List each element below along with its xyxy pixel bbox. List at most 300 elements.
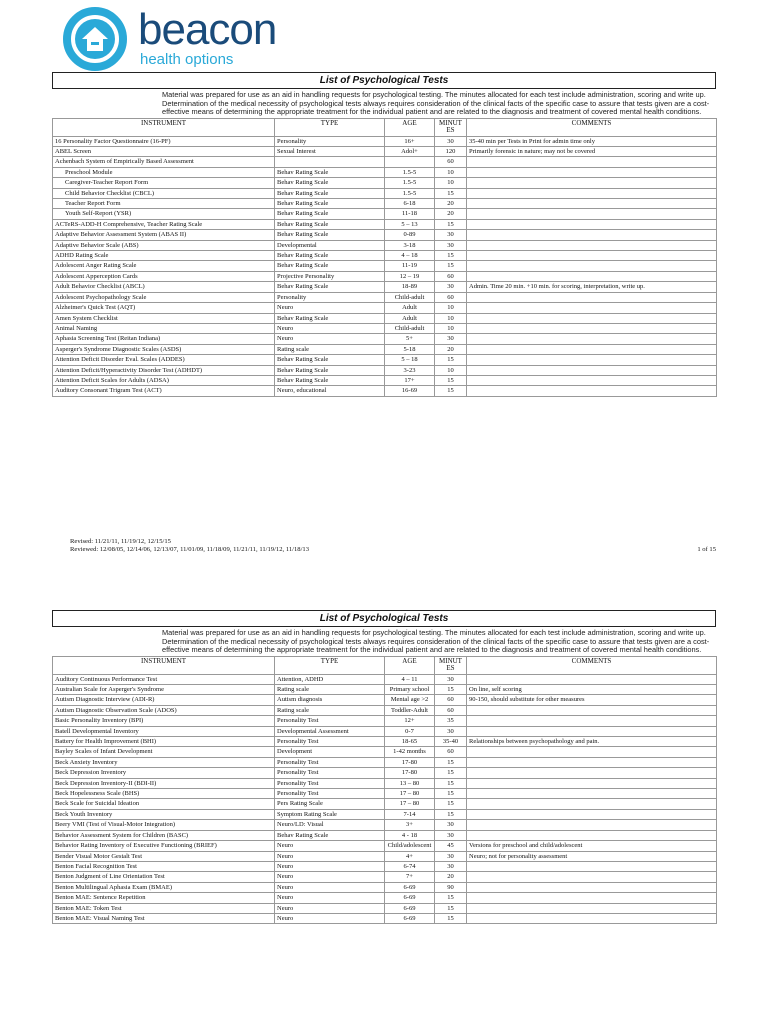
cell-comments: 90-150, should substitute for other measures <box>467 695 717 705</box>
cell-comments <box>467 903 717 913</box>
cell-comments <box>467 365 717 375</box>
cell-minutes: 10 <box>435 178 467 188</box>
page-footer <box>70 538 716 554</box>
cell-minutes: 120 <box>435 147 467 157</box>
table-row <box>53 344 717 354</box>
cell-age: 12 – 19 <box>385 271 435 281</box>
cell-age: Child/adolescent <box>385 841 435 851</box>
beacon-logo <box>62 6 302 72</box>
cell-age: 17-80 <box>385 768 435 778</box>
page-number: 1 of 15 <box>697 546 716 553</box>
cell-comments: Relationships between psychopathology and pain. <box>467 737 717 747</box>
cell-minutes: 30 <box>435 851 467 861</box>
cell-type: Autism diagnosis <box>275 695 385 705</box>
cell-comments <box>467 375 717 385</box>
cell-type: Rating scale <box>275 344 385 354</box>
cell-age: 5-18 <box>385 344 435 354</box>
cell-minutes: 30 <box>435 726 467 736</box>
cell-instrument: Auditory Continuous Performance Test <box>53 674 275 684</box>
table-row <box>53 261 717 271</box>
cell-instrument: ADHD Rating Scale <box>53 251 275 261</box>
cell-type: Neuro <box>275 903 385 913</box>
cell-type: Personality Test <box>275 768 385 778</box>
cell-age: 18-65 <box>385 737 435 747</box>
cell-minutes: 60 <box>435 747 467 757</box>
cell-instrument: Asperger's Syndrome Diagnostic Scales (ASDS) <box>53 344 275 354</box>
cell-type: Neuro <box>275 334 385 344</box>
cell-instrument: Adaptive Behavior Assessment System (ABAS II) <box>53 230 275 240</box>
cell-comments <box>467 219 717 229</box>
cell-comments <box>467 261 717 271</box>
page2-table-body <box>53 674 717 924</box>
cell-minutes: 30 <box>435 282 467 292</box>
table-row <box>53 282 717 292</box>
cell-comments <box>467 799 717 809</box>
cell-minutes: 30 <box>435 136 467 146</box>
header-minutes: MINUT ES <box>435 118 467 136</box>
table-row <box>53 334 717 344</box>
revised-dates: Revised: 11/21/11, 11/19/12, 12/15/15 <box>70 538 171 545</box>
cell-comments <box>467 882 717 892</box>
table-row <box>53 903 717 913</box>
page1-intro: Material was prepared for use as an aid in handling requests for psychological testing. The minutes allocated for each test include administration, scoring and write up. Determination of the medical necessity of psychological tests always requires consideration of the clinical facts of the specific case to assure that tests given are a cost-effective means of determining the appropriate treatment for the individual patient and are related to the diagnosis and treatment of covered mental health conditions. <box>162 90 710 117</box>
cell-comments <box>467 716 717 726</box>
table-row <box>53 313 717 323</box>
cell-age: 4+ <box>385 851 435 861</box>
cell-type: Behav Rating Scale <box>275 375 385 385</box>
cell-comments <box>467 292 717 302</box>
cell-instrument: Achenbach System of Empirically Based Assessment <box>53 157 275 167</box>
table-row <box>53 913 717 923</box>
cell-comments <box>467 861 717 871</box>
cell-instrument: Basic Personality Inventory (BPI) <box>53 716 275 726</box>
cell-instrument: Benton Judgment of Line Orientation Test <box>53 872 275 882</box>
cell-instrument: Child Behavior Checklist (CBCL) <box>53 188 275 198</box>
cell-type: Neuro <box>275 303 385 313</box>
cell-age: 6-74 <box>385 861 435 871</box>
table-row <box>53 768 717 778</box>
cell-age: 4 - 18 <box>385 830 435 840</box>
cell-age: 4 – 11 <box>385 674 435 684</box>
cell-instrument: Batell Developmental Inventory <box>53 726 275 736</box>
page1-table-body <box>53 136 717 396</box>
cell-instrument: 16 Personality Factor Questionnaire (16-PF) <box>53 136 275 146</box>
cell-instrument: Beck Scale for Suicidal Ideation <box>53 799 275 809</box>
cell-comments <box>467 789 717 799</box>
cell-type: Neuro <box>275 913 385 923</box>
cell-type <box>275 157 385 167</box>
cell-instrument: Caregiver-Teacher Report Form <box>53 178 275 188</box>
cell-comments <box>467 747 717 757</box>
cell-minutes: 35 <box>435 716 467 726</box>
cell-age <box>385 157 435 167</box>
page2-section <box>52 610 716 924</box>
cell-minutes: 30 <box>435 230 467 240</box>
cell-comments <box>467 209 717 219</box>
cell-comments <box>467 705 717 715</box>
header-age: AGE <box>385 656 435 674</box>
cell-comments <box>467 167 717 177</box>
cell-minutes: 15 <box>435 903 467 913</box>
cell-age: Child-adult <box>385 292 435 302</box>
cell-type: Behav Rating Scale <box>275 830 385 840</box>
cell-age: 6-69 <box>385 913 435 923</box>
cell-comments <box>467 199 717 209</box>
cell-instrument: Attention Deficit Disorder Eval. Scales (ADDES) <box>53 355 275 365</box>
cell-minutes: 30 <box>435 830 467 840</box>
table-row <box>53 705 717 715</box>
cell-instrument: ACTeRS-ADD-H Comprehensive, Teacher Rating Scale <box>53 219 275 229</box>
cell-age: 4 – 18 <box>385 251 435 261</box>
cell-minutes: 30 <box>435 820 467 830</box>
cell-minutes: 60 <box>435 271 467 281</box>
cell-instrument: Australian Scale for Asperger's Syndrome <box>53 685 275 695</box>
cell-type: Behav Rating Scale <box>275 251 385 261</box>
cell-instrument: Beck Anxiety Inventory <box>53 757 275 767</box>
table-row <box>53 178 717 188</box>
cell-instrument: Alzheimer's Quick Test (AQT) <box>53 303 275 313</box>
table-row <box>53 726 717 736</box>
cell-age: 12+ <box>385 716 435 726</box>
table-row <box>53 695 717 705</box>
cell-instrument: Amen System Checklist <box>53 313 275 323</box>
cell-type: Neuro <box>275 323 385 333</box>
cell-age: 17 – 80 <box>385 799 435 809</box>
cell-type: Projective Personality <box>275 271 385 281</box>
cell-age: 0-89 <box>385 230 435 240</box>
cell-age: 6-69 <box>385 893 435 903</box>
header-age: AGE <box>385 118 435 136</box>
cell-type: Development <box>275 747 385 757</box>
page2-title: List of Psychological Tests <box>52 610 716 627</box>
page2-tests-table <box>52 656 717 925</box>
cell-type: Behav Rating Scale <box>275 355 385 365</box>
cell-instrument: Benton MAE: Visual Naming Test <box>53 913 275 923</box>
page1-title: List of Psychological Tests <box>52 72 716 89</box>
cell-type: Rating scale <box>275 685 385 695</box>
cell-minutes: 10 <box>435 303 467 313</box>
cell-instrument: ABEL Screen <box>53 147 275 157</box>
cell-comments <box>467 303 717 313</box>
cell-age: 0-7 <box>385 726 435 736</box>
cell-comments: Neuro; not for personality assessment <box>467 851 717 861</box>
cell-instrument: Benton MAE: Token Test <box>53 903 275 913</box>
cell-minutes: 45 <box>435 841 467 851</box>
table-header-row <box>53 656 717 674</box>
table-row <box>53 757 717 767</box>
cell-instrument: Adolescent Psychopathology Scale <box>53 292 275 302</box>
cell-minutes: 15 <box>435 893 467 903</box>
header-comments: COMMENTS <box>467 656 717 674</box>
cell-instrument: Bayley Scales of Infant Development <box>53 747 275 757</box>
table-row <box>53 209 717 219</box>
cell-comments <box>467 726 717 736</box>
cell-age: Toddler-Adult <box>385 705 435 715</box>
cell-minutes: 10 <box>435 313 467 323</box>
cell-age: 16-69 <box>385 386 435 396</box>
table-row <box>53 685 717 695</box>
brand-name: beacon <box>138 5 277 54</box>
cell-age: Mental age >2 <box>385 695 435 705</box>
header-minutes: MINUT ES <box>435 656 467 674</box>
cell-age: 1.5-5 <box>385 178 435 188</box>
cell-comments <box>467 230 717 240</box>
header-type: TYPE <box>275 656 385 674</box>
cell-comments <box>467 820 717 830</box>
table-row <box>53 893 717 903</box>
cell-type: Behav Rating Scale <box>275 178 385 188</box>
cell-type: Behav Rating Scale <box>275 209 385 219</box>
cell-instrument: Attention Deficit Scales for Adults (ADSA) <box>53 375 275 385</box>
cell-age: 6-69 <box>385 903 435 913</box>
cell-minutes: 15 <box>435 375 467 385</box>
cell-minutes: 60 <box>435 292 467 302</box>
table-row <box>53 716 717 726</box>
cell-minutes: 15 <box>435 809 467 819</box>
table-row <box>53 199 717 209</box>
cell-comments: 35-40 min per Tests in Print for admin time only <box>467 136 717 146</box>
table-row <box>53 240 717 250</box>
cell-type: Sexual Interest <box>275 147 385 157</box>
cell-type: Personality <box>275 292 385 302</box>
cell-comments <box>467 768 717 778</box>
cell-instrument: Preschool Module <box>53 167 275 177</box>
cell-type: Neuro <box>275 861 385 871</box>
cell-type: Neuro <box>275 841 385 851</box>
cell-minutes: 30 <box>435 334 467 344</box>
cell-minutes: 15 <box>435 251 467 261</box>
cell-age: Adol+ <box>385 147 435 157</box>
cell-type: Personality Test <box>275 757 385 767</box>
cell-age: Primary school <box>385 685 435 695</box>
cell-instrument: Beck Youth Inventory <box>53 809 275 819</box>
header-type: TYPE <box>275 118 385 136</box>
cell-comments <box>467 872 717 882</box>
table-row <box>53 809 717 819</box>
cell-instrument: Youth Self-Report (YSR) <box>53 209 275 219</box>
cell-comments <box>467 893 717 903</box>
cell-age: Child-adult <box>385 323 435 333</box>
cell-type: Neuro <box>275 851 385 861</box>
cell-comments <box>467 251 717 261</box>
cell-minutes: 10 <box>435 323 467 333</box>
cell-comments <box>467 778 717 788</box>
cell-instrument: Aphasia Screening Test (Reitan Indiana) <box>53 334 275 344</box>
cell-age: 5 – 13 <box>385 219 435 229</box>
table-row <box>53 747 717 757</box>
cell-age: 5+ <box>385 334 435 344</box>
table-row <box>53 841 717 851</box>
cell-comments <box>467 240 717 250</box>
header-instrument: INSTRUMENT <box>53 118 275 136</box>
cell-age: 11-18 <box>385 209 435 219</box>
cell-age: 7+ <box>385 872 435 882</box>
cell-instrument: Behavior Rating Inventory of Executive Functioning (BRIEF) <box>53 841 275 851</box>
cell-age: 17-80 <box>385 757 435 767</box>
cell-minutes: 15 <box>435 768 467 778</box>
page1-tests-table <box>52 118 717 397</box>
cell-type: Symptom Rating Scale <box>275 809 385 819</box>
cell-age: 6-69 <box>385 882 435 892</box>
cell-minutes: 30 <box>435 861 467 871</box>
cell-comments <box>467 757 717 767</box>
table-row <box>53 136 717 146</box>
table-row <box>53 365 717 375</box>
cell-comments <box>467 188 717 198</box>
cell-instrument: Adolescent Anger Rating Scale <box>53 261 275 271</box>
beacon-lighthouse-icon <box>62 6 128 72</box>
cell-comments <box>467 830 717 840</box>
cell-type: Personality Test <box>275 737 385 747</box>
cell-minutes: 10 <box>435 167 467 177</box>
cell-type: Pers Rating Scale <box>275 799 385 809</box>
cell-minutes: 10 <box>435 365 467 375</box>
cell-comments <box>467 809 717 819</box>
table-row <box>53 830 717 840</box>
page2-intro: Material was prepared for use as an aid in handling requests for psychological testing. The minutes allocated for each test include administration, scoring and write up. Determination of the medical necessity of psychological tests always requires consideration of the clinical facts of the specific case to assure that tests given are a cost-effective means of determining the appropriate treatment for the individual patient and are related to the diagnosis and treatment of covered mental health conditions. <box>162 628 710 655</box>
cell-type: Neuro <box>275 872 385 882</box>
cell-age: 5 – 18 <box>385 355 435 365</box>
cell-type: Behav Rating Scale <box>275 365 385 375</box>
cell-instrument: Adaptive Behavior Scale (ABS) <box>53 240 275 250</box>
cell-type: Neuro <box>275 893 385 903</box>
cell-instrument: Beck Depression Inventory-II (BDI-II) <box>53 778 275 788</box>
cell-type: Neuro <box>275 882 385 892</box>
table-row <box>53 386 717 396</box>
cell-type: Personality <box>275 136 385 146</box>
cell-minutes: 60 <box>435 695 467 705</box>
cell-type: Behav Rating Scale <box>275 230 385 240</box>
cell-minutes: 15 <box>435 188 467 198</box>
cell-instrument: Attention Deficit/Hyperactivity Disorder Test (ADHDT) <box>53 365 275 375</box>
cell-age: 17+ <box>385 375 435 385</box>
cell-age: 1-42 months <box>385 747 435 757</box>
cell-instrument: Beck Hopelessness Scale (BHS) <box>53 789 275 799</box>
cell-comments <box>467 178 717 188</box>
cell-comments <box>467 323 717 333</box>
cell-minutes: 30 <box>435 240 467 250</box>
table-row <box>53 271 717 281</box>
cell-type: Developmental Assessment <box>275 726 385 736</box>
cell-instrument: Auditory Consonant Trigram Test (ACT) <box>53 386 275 396</box>
cell-minutes: 20 <box>435 872 467 882</box>
table-row <box>53 251 717 261</box>
cell-comments: Versions for preschool and child/adolescent <box>467 841 717 851</box>
table-row <box>53 737 717 747</box>
table-row <box>53 303 717 313</box>
cell-comments <box>467 913 717 923</box>
cell-age: 16+ <box>385 136 435 146</box>
cell-age: 3-23 <box>385 365 435 375</box>
cell-comments: On line, self scoring <box>467 685 717 695</box>
page1-section <box>52 72 716 397</box>
reviewed-dates: Reviewed: 12/08/05, 12/14/06, 12/13/07, 11/01/09, 11/18/09, 11/21/11, 11/19/12, 11/18/13 <box>70 546 310 553</box>
cell-comments <box>467 355 717 365</box>
cell-age: 1.5-5 <box>385 188 435 198</box>
table-row <box>53 872 717 882</box>
cell-instrument: Benton Facial Recognition Test <box>53 861 275 871</box>
table-row <box>53 323 717 333</box>
table-row <box>53 375 717 385</box>
cell-instrument: Benton MAE: Sentence Repetition <box>53 893 275 903</box>
cell-minutes: 35-40 <box>435 737 467 747</box>
table-row <box>53 230 717 240</box>
cell-type: Neuro/LD: Visual <box>275 820 385 830</box>
cell-instrument: Animal Naming <box>53 323 275 333</box>
cell-minutes: 15 <box>435 799 467 809</box>
table-header-row <box>53 118 717 136</box>
table-row <box>53 188 717 198</box>
cell-instrument: Benton Multilingual Aphasia Exam (BMAE) <box>53 882 275 892</box>
cell-comments <box>467 313 717 323</box>
cell-type: Neuro, educational <box>275 386 385 396</box>
cell-instrument: Beery VMI (Test of Visual-Motor Integration) <box>53 820 275 830</box>
cell-comments <box>467 271 717 281</box>
cell-instrument: Behavior Assessment System for Children (BASC) <box>53 830 275 840</box>
cell-minutes: 15 <box>435 757 467 767</box>
cell-minutes: 15 <box>435 261 467 271</box>
table-row <box>53 219 717 229</box>
cell-instrument: Adolescent Apperception Cards <box>53 271 275 281</box>
cell-age: 11-19 <box>385 261 435 271</box>
cell-minutes: 15 <box>435 913 467 923</box>
cell-minutes: 15 <box>435 789 467 799</box>
cell-comments <box>467 157 717 167</box>
cell-age: Adult <box>385 313 435 323</box>
cell-minutes: 60 <box>435 705 467 715</box>
table-row <box>53 851 717 861</box>
table-row <box>53 157 717 167</box>
cell-minutes: 20 <box>435 199 467 209</box>
cell-type: Personality Test <box>275 789 385 799</box>
header-comments: COMMENTS <box>467 118 717 136</box>
cell-type: Behav Rating Scale <box>275 282 385 292</box>
cell-comments: Primarily forensic in nature; may not be covered <box>467 147 717 157</box>
cell-minutes: 60 <box>435 157 467 167</box>
table-row <box>53 778 717 788</box>
table-row <box>53 799 717 809</box>
table-row <box>53 674 717 684</box>
cell-minutes: 15 <box>435 685 467 695</box>
cell-age: 17 – 80 <box>385 789 435 799</box>
cell-minutes: 15 <box>435 386 467 396</box>
cell-comments: Admin. Time 20 min. +10 min. for scoring, interpretation, write up. <box>467 282 717 292</box>
cell-age: 18-89 <box>385 282 435 292</box>
cell-age: 6-18 <box>385 199 435 209</box>
cell-instrument: Beck Depression Inventory <box>53 768 275 778</box>
table-row <box>53 789 717 799</box>
cell-type: Behav Rating Scale <box>275 219 385 229</box>
table-row <box>53 861 717 871</box>
table-row <box>53 355 717 365</box>
cell-minutes: 30 <box>435 674 467 684</box>
cell-age: 1.5-5 <box>385 167 435 177</box>
cell-minutes: 20 <box>435 344 467 354</box>
cell-type: Personality Test <box>275 716 385 726</box>
cell-comments <box>467 674 717 684</box>
cell-instrument: Teacher Report Form <box>53 199 275 209</box>
cell-age: 7-14 <box>385 809 435 819</box>
table-row <box>53 292 717 302</box>
cell-instrument: Bender Visual Motor Gestalt Test <box>53 851 275 861</box>
cell-age: 3-18 <box>385 240 435 250</box>
cell-minutes: 15 <box>435 355 467 365</box>
header-instrument: INSTRUMENT <box>53 656 275 674</box>
cell-minutes: 20 <box>435 209 467 219</box>
table-row <box>53 147 717 157</box>
cell-type: Developmental <box>275 240 385 250</box>
table-row <box>53 167 717 177</box>
